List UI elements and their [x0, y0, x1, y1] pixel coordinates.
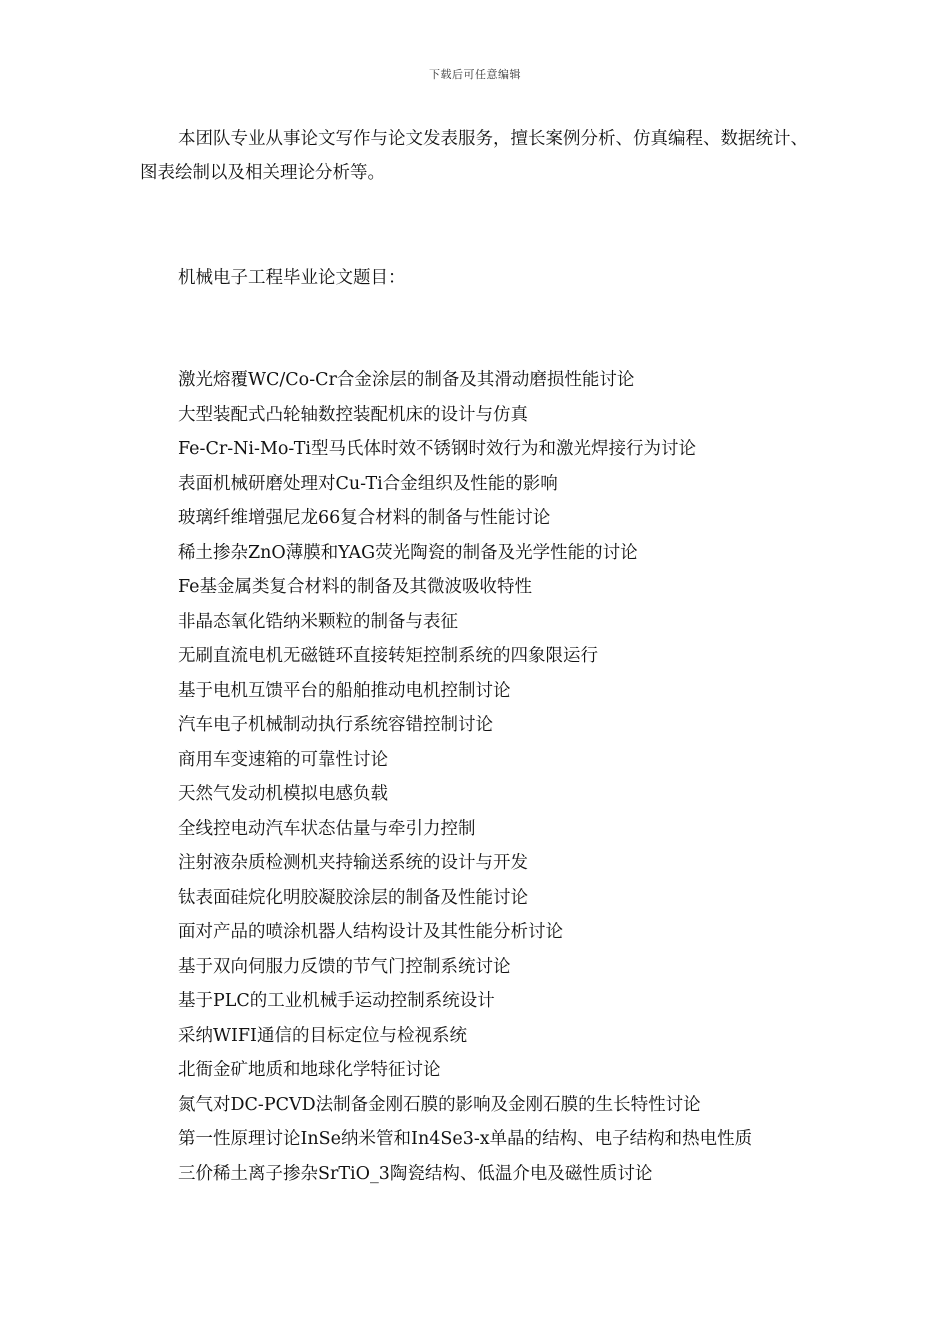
topic-item: Fe-Cr-Ni-Mo-Ti型马氏体时效不锈钢时效行为和激光焊接行为讨论 [178, 439, 696, 459]
topic-item: 基于电机互馈平台的船舶推动电机控制讨论 [178, 680, 511, 701]
topic-item: 汽车电子机械制动执行系统容错控制讨论 [178, 715, 493, 735]
topic-item: 基于双向伺服力反馈的节气门控制系统讨论 [178, 956, 511, 977]
topic-item: 稀土掺杂ZnO薄膜和YAG荧光陶瓷的制备及光学性能的讨论 [178, 542, 638, 563]
topic-item: 表面机械研磨处理对Cu-Ti合金组织及性能的影响 [178, 473, 558, 494]
topic-item: 北衙金矿地质和地球化学特征讨论 [178, 1060, 441, 1080]
section-title: 机械电子工程毕业论文题目： [178, 268, 406, 288]
topic-item: 采纳WIFI通信的目标定位与检视系统 [178, 1025, 467, 1046]
topic-item: 非晶态氧化锆纳米颗粒的制备与表征 [178, 611, 458, 632]
topic-item: 无刷直流电机无磁链环直接转矩控制系统的四象限运行 [178, 646, 598, 666]
topic-item: 钛表面硅烷化明胶凝胶涂层的制备及性能讨论 [178, 887, 528, 908]
topic-item: 基于PLC的工业机械手运动控制系统设计 [178, 991, 495, 1011]
topic-item: 全线控电动汽车状态估量与牵引力控制 [178, 818, 476, 839]
topic-item: 面对产品的喷涂机器人结构设计及其性能分析讨论 [178, 922, 563, 942]
topic-item: 第一性原理讨论InSe纳米管和In4Se3-x单晶的结构、电子结构和热电性质 [178, 1129, 753, 1149]
topic-item: 注射液杂质检测机夹持输送系统的设计与开发 [178, 853, 528, 873]
topic-item: 天然气发动机模拟电感负载 [178, 784, 388, 804]
topic-item: 玻璃纤维增强尼龙66复合材料的制备与性能讨论 [178, 508, 551, 528]
topic-item: 大型装配式凸轮轴数控装配机床的设计与仿真 [178, 404, 528, 425]
topic-item: 三价稀土离子掺杂SrTiO_3陶瓷结构、低温介电及磁性质讨论 [178, 1163, 653, 1184]
topic-item: Fe基金属类复合材料的制备及其微波吸收特性 [178, 577, 533, 597]
topic-item: 激光熔覆WC/Co-Cr合金涂层的制备及其滑动磨损性能讨论 [178, 370, 635, 390]
intro-paragraph: 本团队专业从事论文写作与论文发表服务，擅长案例分析、仿真编程、数据统计、图表绘制以及相关理论分析等。 [140, 129, 808, 183]
header-note: 下载后可任意编辑 [429, 68, 521, 81]
topic-list [178, 363, 828, 1191]
topic-item: 氮气对DC-PCVD法制备金刚石膜的影响及金刚石膜的生长特性讨论 [178, 1094, 701, 1115]
topic-item: 商用车变速箱的可靠性讨论 [178, 749, 388, 770]
